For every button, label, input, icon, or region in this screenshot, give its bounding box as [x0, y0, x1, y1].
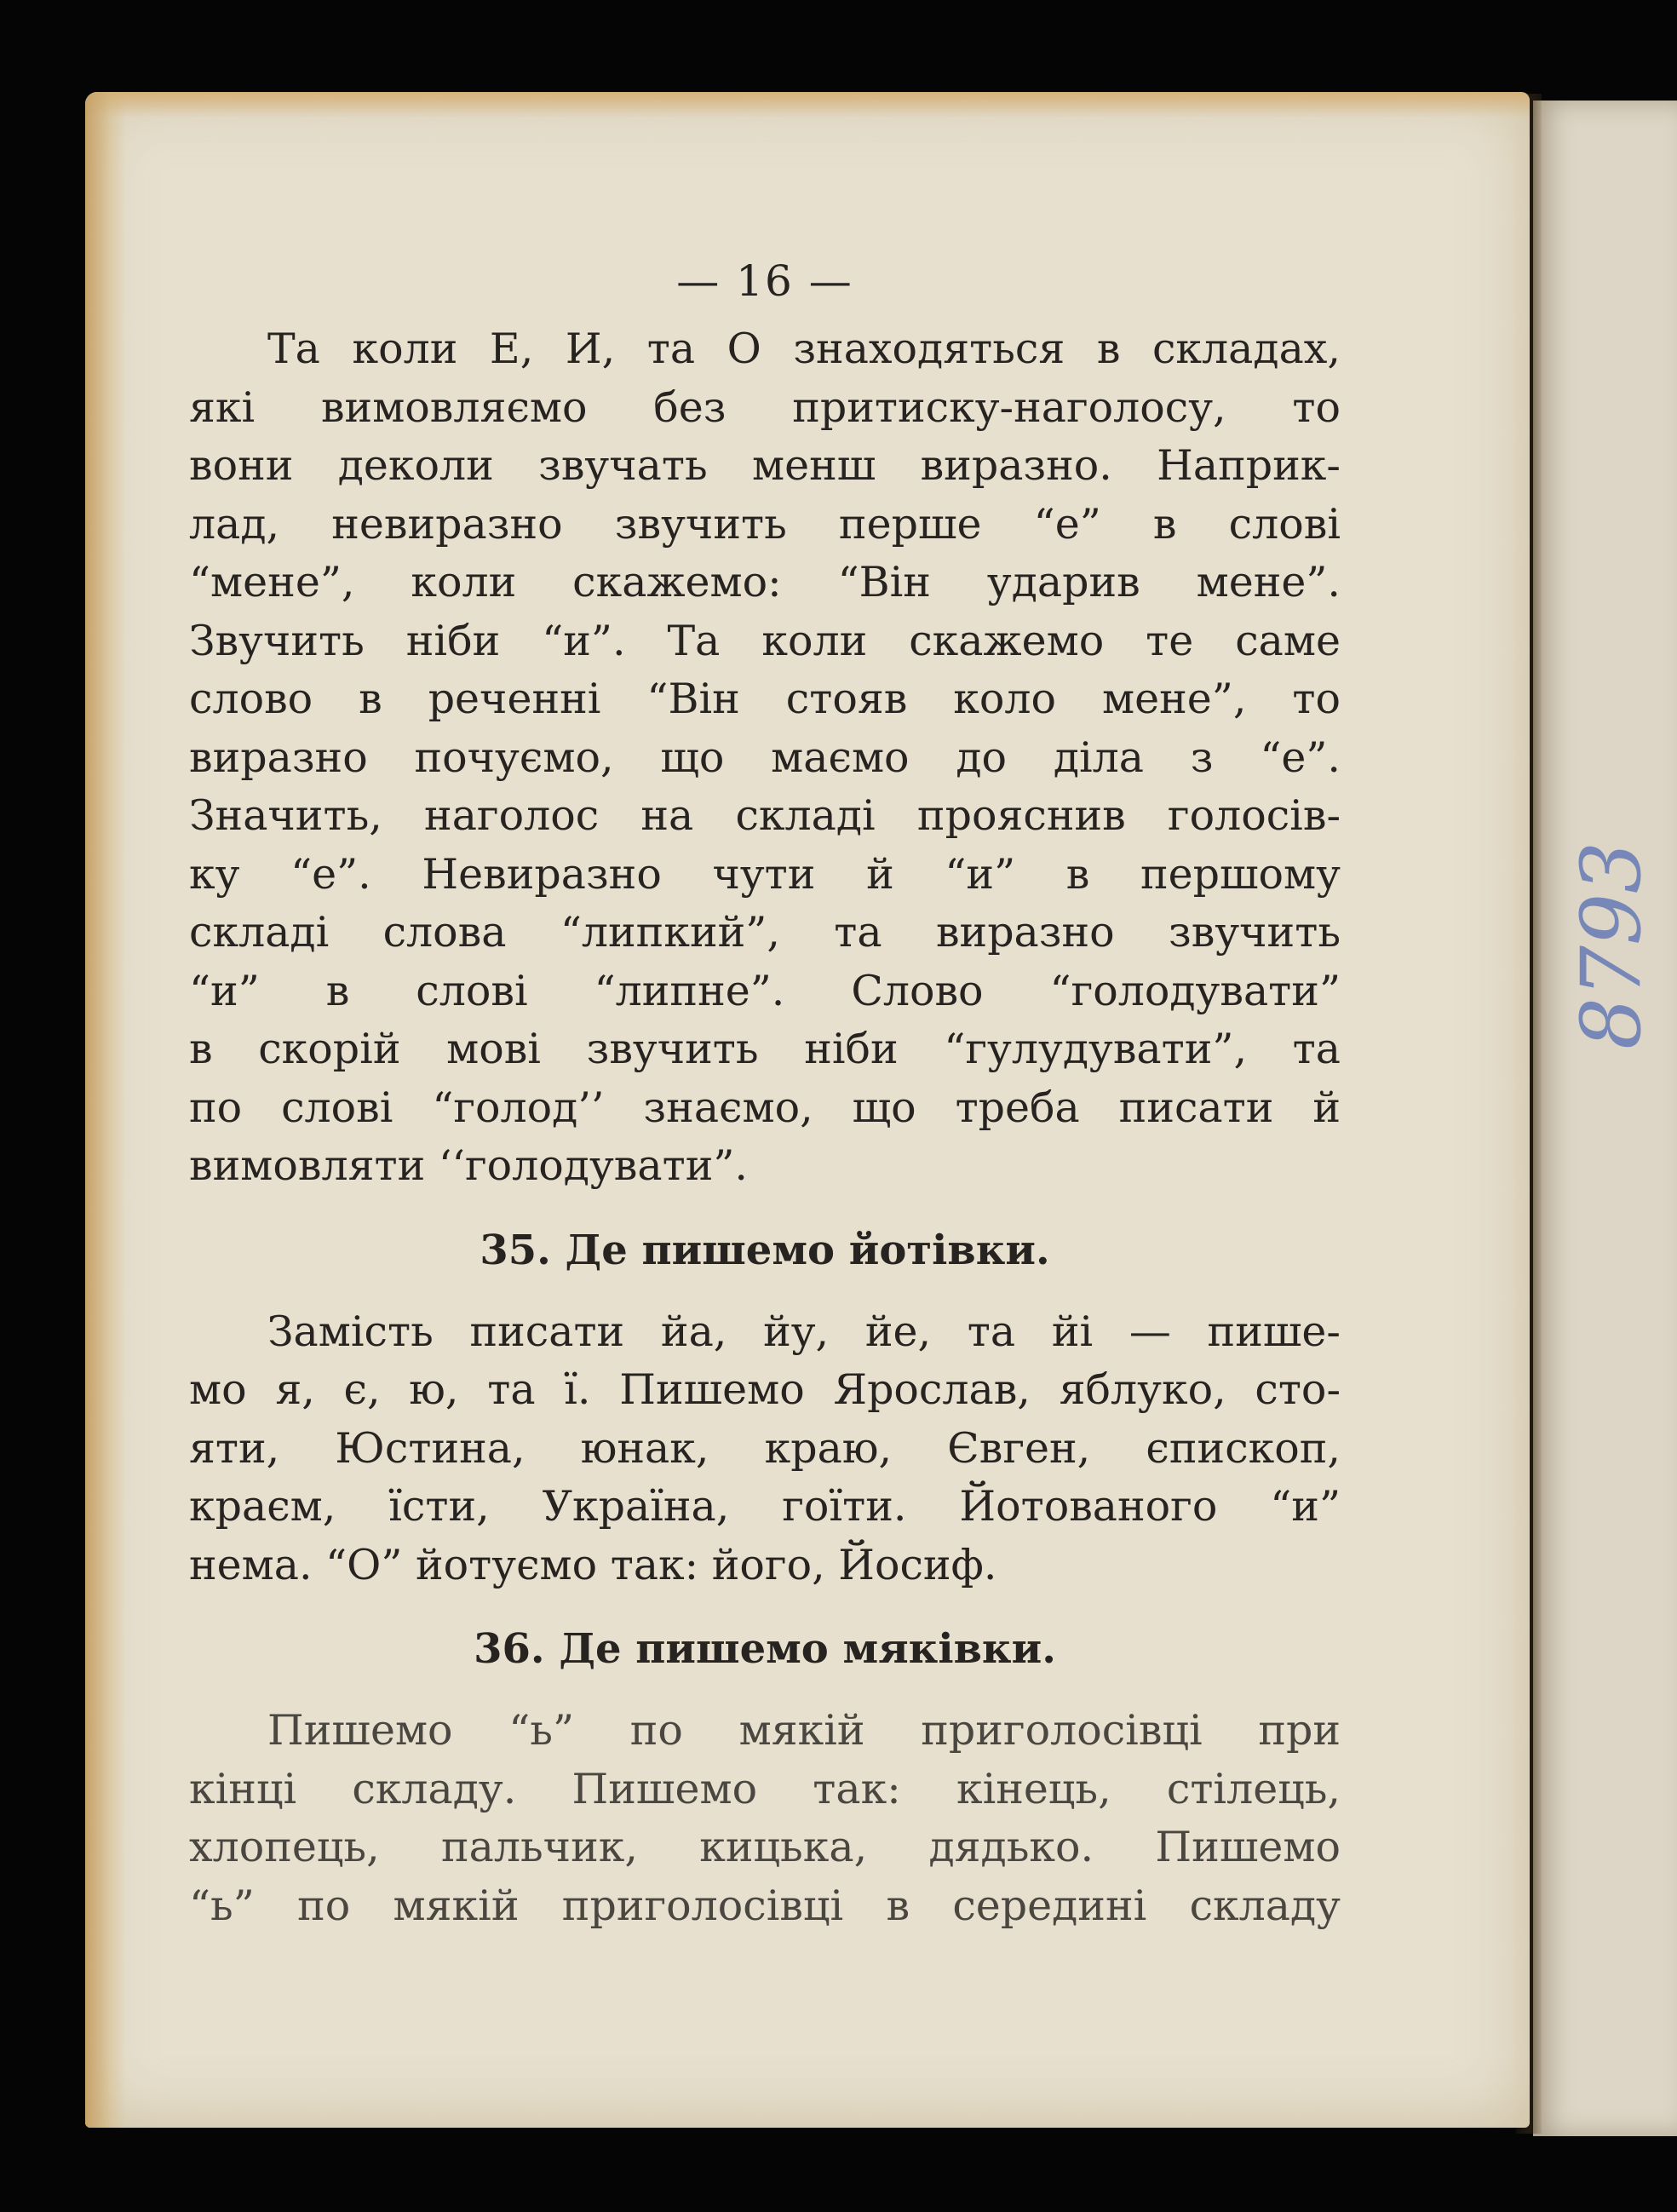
- text-line: вимовляти ‘‘голодувати”.: [189, 1141, 748, 1190]
- page-edge-left: [85, 92, 126, 2128]
- text-line: нема. “О” йотуємо так: його, Йосиф.: [189, 1540, 997, 1589]
- text-line: Замість писати йа, йу, йе, та йі — пише-: [267, 1307, 1341, 1356]
- text-line: мо я, є, ю, та ї. Пишемо Ярослав, яблуко, сто-: [189, 1365, 1341, 1414]
- section-heading-36: 36. Де пишемо мяківки.: [474, 1625, 1056, 1673]
- handwritten-inventory-number: 8793: [1564, 841, 1659, 1050]
- section-heading-35: 35. Де пишемо йотівки.: [480, 1226, 1050, 1274]
- page-text: [189, 247, 1341, 1935]
- text-line: “мене”, коли скажемо: “Він ударив мене”.: [189, 558, 1341, 606]
- text-line: вони деколи звучать менш виразно. Наприк-: [189, 441, 1341, 490]
- page-edge-top: [85, 92, 1530, 118]
- text-line: в скорій мові звучить ніби “гулудувати”, та: [189, 1025, 1341, 1073]
- text-line: лад, невиразно звучить перше “е” в слові: [189, 499, 1341, 549]
- text-line: хлопець, пальчик, кицька, дядько. Пишемо: [189, 1823, 1341, 1871]
- text-line: “и” в слові “липне”. Слово “голодувати”: [189, 966, 1341, 1015]
- text-line: Та коли Е, И, та О знаходяться в складах,: [267, 325, 1341, 373]
- text-line: Звучить ніби “и”. Та коли скажемо те саме: [189, 616, 1341, 665]
- text-line: Пишемо “ь” по мякій приголосівці при: [267, 1706, 1341, 1755]
- text-line: кінці складу. Пишемо так: кінець, стілець,: [189, 1764, 1341, 1813]
- facing-page: [1533, 101, 1677, 2136]
- text-line: “ь” по мякій приголосівці в середині складу: [189, 1881, 1341, 1930]
- text-line: по слові “голод’’ знаємо, що треба писати й: [189, 1083, 1341, 1132]
- paragraph-2: [189, 1303, 1341, 1595]
- page-number: — 16 —: [676, 256, 853, 306]
- text-line: які вимовляємо без притиску-наголосу, то: [189, 382, 1341, 432]
- paragraph-1: [189, 320, 1341, 1196]
- text-line: слово в реченні “Він стояв коло мене”, то: [189, 675, 1341, 723]
- text-line: виразно почуємо, що маємо до діла з “е”.: [189, 733, 1341, 782]
- paragraph-3: [189, 1702, 1341, 1935]
- text-line: ку “е”. Невиразно чути й “и” в першому: [189, 849, 1341, 899]
- text-line: краєм, їсти, Україна, гоїти. Йотованого “и”: [189, 1482, 1341, 1531]
- text-line: складі слова “липкий”, та виразно звучить: [189, 908, 1341, 957]
- text-line: Значить, наголос на складі прояснив голосів-: [189, 791, 1341, 840]
- text-line: яти, Юстина, юнак, краю, Євген, єпископ,: [189, 1423, 1341, 1473]
